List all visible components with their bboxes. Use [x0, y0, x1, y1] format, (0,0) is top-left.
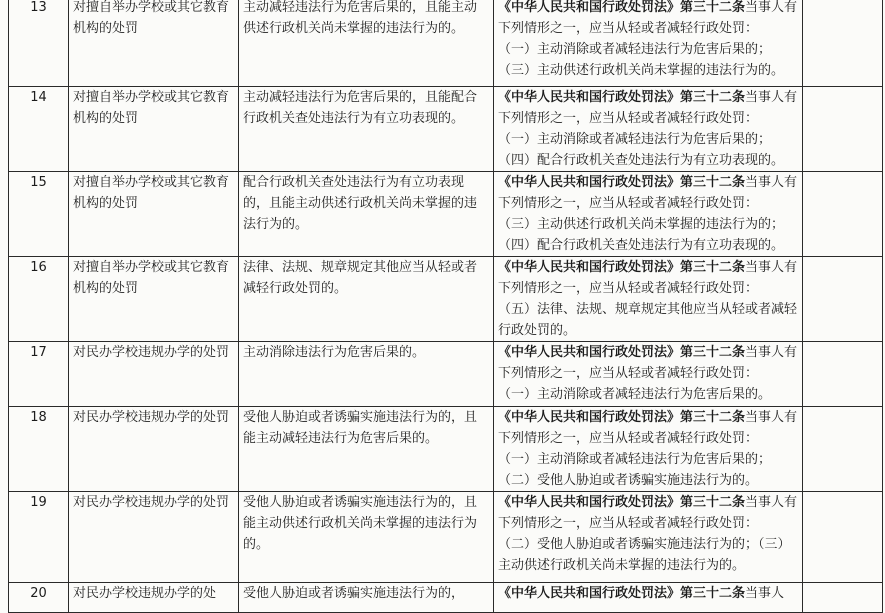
legal-basis-intro — [498, 0, 798, 39]
legal-basis-intro — [498, 492, 798, 534]
legal-basis-intro — [498, 87, 798, 129]
legal-clause: （二）受他人胁迫或者诱骗实施违法行为的；（三）主动供述行政机关尚未掌握的违法行为的。 — [498, 537, 791, 573]
penalty-item: 对民办学校违规办学的处罚 — [69, 492, 239, 583]
law-intro: 当事人有下列情形之一，应当从轻或者减轻行政处罚： — [498, 495, 798, 531]
legal-basis-intro — [498, 257, 798, 299]
remarks-cell — [803, 257, 883, 342]
legal-basis — [494, 257, 803, 342]
legal-basis-intro — [498, 583, 798, 604]
penalty-item: 对民办学校违规办学的处罚 — [69, 407, 239, 492]
legal-basis-intro — [498, 172, 798, 214]
row-number: 19 — [9, 492, 69, 583]
legal-basis-intro — [498, 342, 798, 384]
row-number: 16 — [9, 257, 69, 342]
law-article: 第三十二条 — [680, 175, 746, 190]
law-intro: 当事人有下列情形之一，应当从轻或者减轻行政处罚： — [498, 410, 798, 446]
row-number: 15 — [9, 172, 69, 257]
remarks-cell — [803, 87, 883, 172]
law-title: 《中华人民共和国行政处罚法》 — [498, 175, 681, 190]
penalty-item: 对擅自举办学校或其它教育机构的处罚 — [69, 172, 239, 257]
law-title: 《中华人民共和国行政处罚法》 — [498, 410, 681, 425]
legal-basis — [494, 342, 803, 407]
mitigating-condition: 受他人胁迫或者诱骗实施违法行为的， — [239, 583, 494, 613]
legal-clause: （四）配合行政机关查处违法行为有立功表现的。 — [498, 153, 785, 168]
law-article: 第三十二条 — [680, 0, 746, 15]
remarks-cell — [803, 583, 883, 613]
law-intro: 当事人有下列情形之一，应当从轻或者减轻行政处罚： — [498, 260, 798, 296]
mitigating-condition: 主动减轻违法行为危害后果的，且能配合行政机关查处违法行为有立功表现的。 — [239, 87, 494, 172]
penalty-table — [8, 0, 883, 613]
penalty-item: 对民办学校违规办学的处罚 — [69, 342, 239, 407]
remarks-cell — [803, 342, 883, 407]
legal-clause: （一）主动消除或者减轻违法行为危害后果的； — [498, 452, 772, 467]
law-article: 第三十二条 — [680, 410, 746, 425]
row-number: 18 — [9, 407, 69, 492]
legal-basis — [494, 87, 803, 172]
law-title: 《中华人民共和国行政处罚法》 — [498, 90, 681, 105]
table-row — [9, 87, 883, 172]
law-article: 第三十二条 — [680, 586, 746, 601]
remarks-cell — [803, 0, 883, 87]
law-article: 第三十二条 — [680, 90, 746, 105]
penalty-item: 对擅自举办学校或其它教育机构的处罚 — [69, 87, 239, 172]
mitigating-condition: 主动减轻违法行为危害后果的，且能主动供述行政机关尚未掌握的违法行为的。 — [239, 0, 494, 87]
table-row — [9, 0, 883, 87]
legal-basis — [494, 407, 803, 492]
mitigating-condition: 法律、法规、规章规定其他应当从轻或者减轻行政处罚的。 — [239, 257, 494, 342]
legal-clause: （三）主动供述行政机关尚未掌握的违法行为的。 — [498, 63, 785, 78]
legal-clause: （一）主动消除或者减轻违法行为危害后果的。 — [498, 387, 772, 402]
law-article: 第三十二条 — [680, 345, 746, 360]
mitigating-condition: 受他人胁迫或者诱骗实施违法行为的，且能主动供述行政机关尚未掌握的违法行为的。 — [239, 492, 494, 583]
row-number: 17 — [9, 342, 69, 407]
law-title: 《中华人民共和国行政处罚法》 — [498, 586, 681, 601]
penalty-item: 对擅自举办学校或其它教育机构的处罚 — [69, 257, 239, 342]
penalty-item: 对擅自举办学校或其它教育机构的处罚 — [69, 0, 239, 87]
law-article: 第三十二条 — [680, 260, 746, 275]
mitigating-condition: 主动消除违法行为危害后果的。 — [239, 342, 494, 407]
row-number: 20 — [9, 583, 69, 613]
law-title: 《中华人民共和国行政处罚法》 — [498, 345, 681, 360]
legal-clause: （一）主动消除或者减轻违法行为危害后果的； — [498, 42, 772, 57]
remarks-cell — [803, 172, 883, 257]
law-title: 《中华人民共和国行政处罚法》 — [498, 260, 681, 275]
remarks-cell — [803, 407, 883, 492]
law-intro: 当事人有下列情形之一，应当从轻或者减轻行政处罚： — [498, 0, 798, 36]
legal-clause: （二）受他人胁迫或者诱骗实施违法行为的。 — [498, 473, 759, 488]
table-row — [9, 342, 883, 407]
legal-clause: （三）主动供述行政机关尚未掌握的违法行为的； — [498, 217, 785, 232]
legal-basis — [494, 492, 803, 583]
table-row — [9, 407, 883, 492]
table-row — [9, 172, 883, 257]
table-row — [9, 583, 883, 613]
law-intro: 当事人有下列情形之一，应当从轻或者减轻行政处罚： — [498, 90, 798, 126]
row-number: 13 — [9, 0, 69, 87]
legal-basis-intro — [498, 407, 798, 449]
table-row — [9, 257, 883, 342]
mitigating-condition: 配合行政机关查处违法行为有立功表现的，且能主动供述行政机关尚未掌握的违法行为的。 — [239, 172, 494, 257]
law-intro: 当事人 — [745, 586, 785, 601]
legal-basis — [494, 0, 803, 87]
table-row — [9, 492, 883, 583]
legal-clause: （一）主动消除或者减轻违法行为危害后果的； — [498, 132, 772, 147]
law-intro: 当事人有下列情形之一，应当从轻或者减轻行政处罚： — [498, 345, 798, 381]
legal-clause: （五）法律、法规、规章规定其他应当从轻或者减轻行政处罚的。 — [498, 302, 798, 338]
remarks-cell — [803, 492, 883, 583]
law-title: 《中华人民共和国行政处罚法》 — [498, 0, 681, 15]
law-article: 第三十二条 — [680, 495, 746, 510]
law-title: 《中华人民共和国行政处罚法》 — [498, 495, 681, 510]
legal-basis — [494, 172, 803, 257]
law-intro: 当事人有下列情形之一，应当从轻或者减轻行政处罚： — [498, 175, 798, 211]
legal-basis — [494, 583, 803, 613]
row-number: 14 — [9, 87, 69, 172]
mitigating-condition: 受他人胁迫或者诱骗实施违法行为的，且能主动减轻违法行为危害后果的。 — [239, 407, 494, 492]
penalty-item: 对民办学校违规办学的处 — [69, 583, 239, 613]
legal-clause: （四）配合行政机关查处违法行为有立功表现的。 — [498, 238, 785, 253]
